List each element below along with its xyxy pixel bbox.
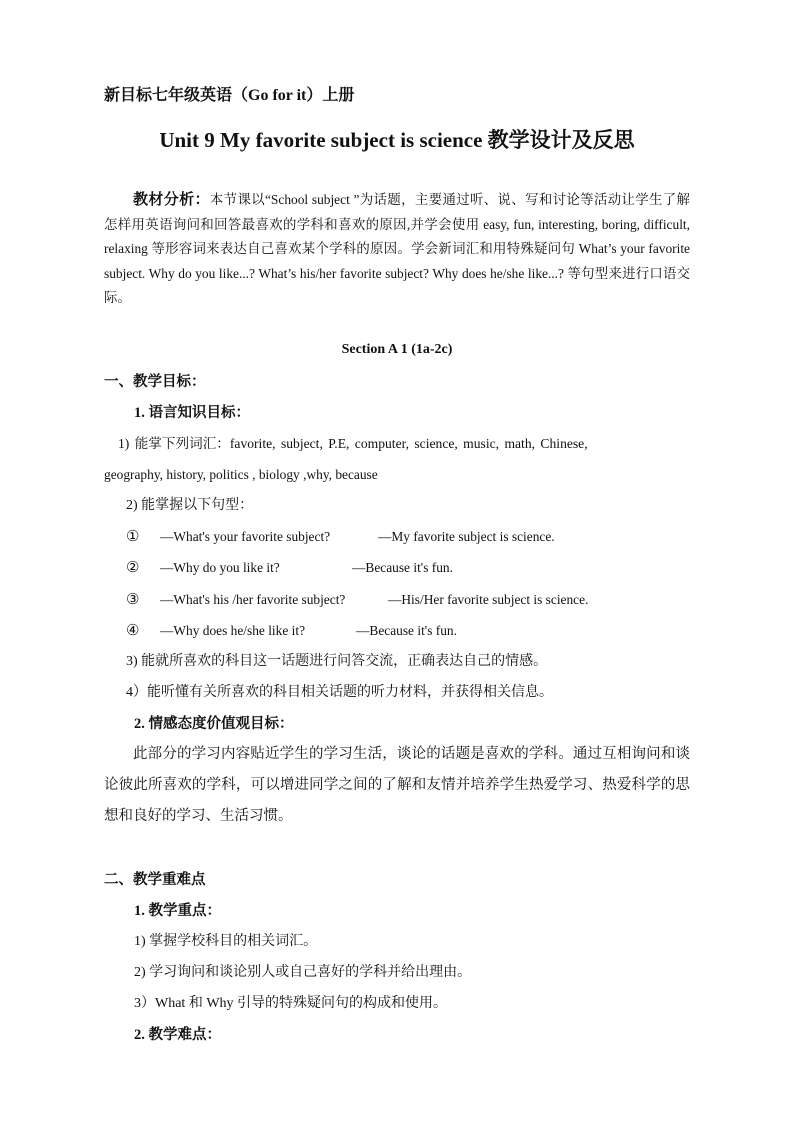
section-heading: Section A 1 (1a-2c)	[341, 342, 453, 357]
intro-paragraph	[104, 188, 690, 311]
goals-heading: 一、教学目标：	[104, 374, 206, 390]
goals-item2: 2) 能掌握以下句型：	[126, 498, 254, 513]
doc-title: Unit 9 My favorite subject is science 教学设计及反思	[159, 128, 635, 152]
dialog-answer: —Because it's fun.	[356, 623, 457, 638]
dialog-question: —What's your favorite subject?	[160, 529, 331, 544]
dialog-number: ②	[126, 560, 140, 576]
dialog-row	[126, 590, 588, 610]
dialog-row	[126, 621, 457, 641]
doc-header: 新目标七年级英语（Go for it）上册	[104, 87, 355, 104]
dialog-question: —Why does he/she like it?	[160, 623, 306, 638]
dialog-number: ③	[126, 592, 140, 608]
dialog-number: ④	[126, 623, 140, 639]
keypoints-sub1: 1. 教学重点：	[134, 903, 221, 919]
keypoints-heading: 二、教学重难点	[104, 872, 206, 888]
dialog-answer: —Because it's fun.	[352, 560, 453, 575]
goals-item3: 3) 能就所喜欢的科目这一话题进行问答交流，正确表达自己的情感。	[126, 654, 548, 669]
keypoint-item: 2) 学习询问和谈论别人或自己喜好的学科并给出理由。	[134, 965, 472, 980]
goals-sub1: 1. 语言知识目标：	[134, 405, 250, 421]
goals-paragraph: 此部分的学习内容贴近学生的学习生活，谈论的话题是喜欢的学科。通过互相询问和谈论彼此所喜欢的学科，可以增进同学之间的了解和友情并培养学生热爱学习、热爱科学的思想和良好的学习、生活习惯。	[104, 746, 690, 824]
goals-item1b: geography, history, politics , biology ,why, because	[104, 467, 378, 482]
dialog-answer: —My favorite subject is science.	[378, 529, 555, 544]
keypoints-sub2: 2. 教学难点：	[134, 1027, 221, 1043]
dialog-answer: —His/Her favorite subject is science.	[388, 592, 589, 607]
intro-body: 本节课以“School subject ”为话题，主要通过听、说、写和讨论等活动让学生了解怎样用英语询问和回答最喜欢的学科和喜欢的原因,并学会使用 easy, fun, interesting, boring, difficult, relaxing 等形容词来表达自己喜欢某个学科的原因。学会新词汇和用特殊疑问句 What’s your favorite subject. Why do you like...? What’s his/her favorite subject? Why does he/she like...? 等句型来进行口语交际。	[104, 192, 690, 305]
dialog-question: —Why do you like it?	[160, 560, 280, 575]
goals-item4: 4）能听懂有关所喜欢的科目相关话题的听力材料，并获得相关信息。	[126, 685, 553, 700]
dialog-row	[126, 558, 453, 578]
keypoint-item: 3）What 和 Why 引导的特殊疑问句的构成和使用。	[134, 996, 448, 1011]
intro-lead: 教材分析：	[133, 192, 210, 208]
dialog-question: —What's his /her favorite subject?	[160, 592, 346, 607]
goals-item1: 1) 能掌下列词汇：favorite, subject, P.E, computer, science, music, math, Chinese,	[118, 436, 588, 451]
dialog-row	[126, 527, 555, 547]
goals-sub2: 2. 情感态度价值观目标：	[134, 716, 294, 732]
keypoint-item: 1) 掌握学校科目的相关词汇。	[134, 934, 318, 949]
dialog-number: ①	[126, 529, 140, 545]
